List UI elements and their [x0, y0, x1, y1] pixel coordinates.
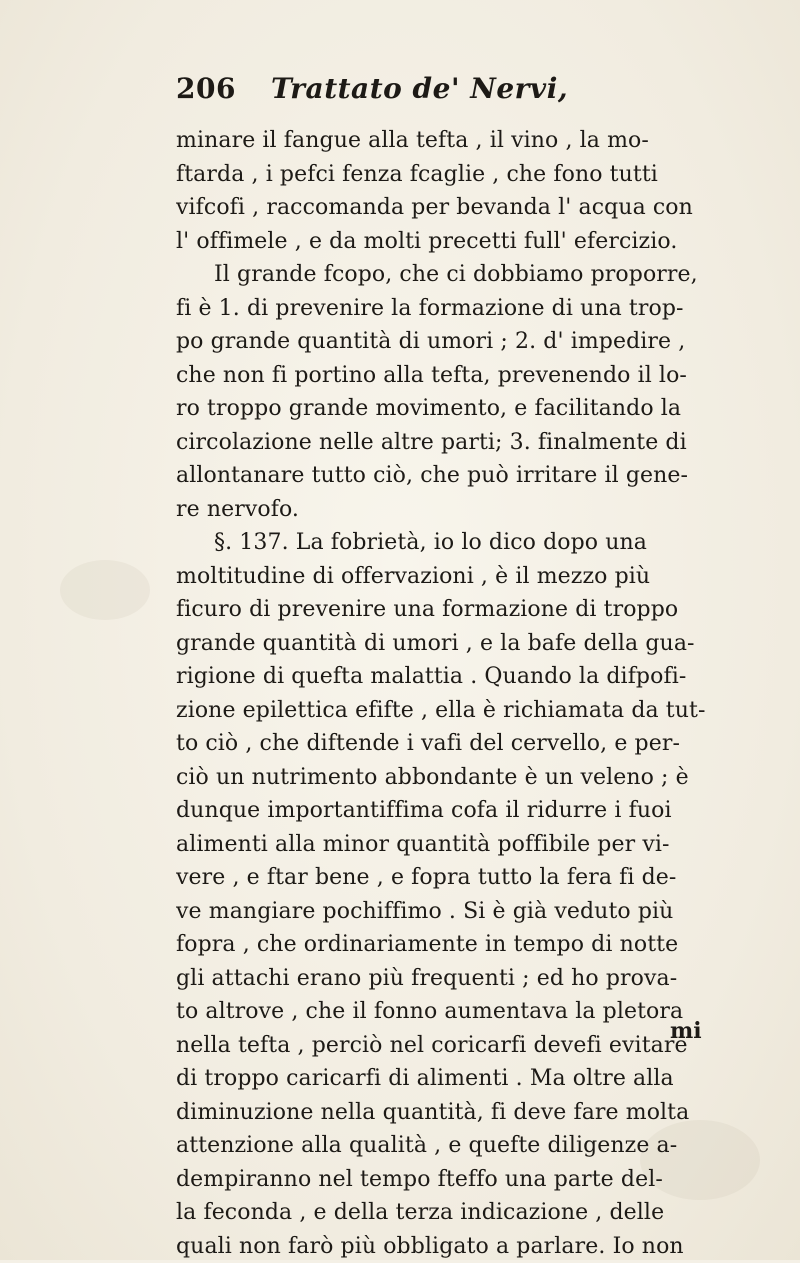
- text-line: dunque importantiffima cofa il ridurre i fuoi: [176, 794, 776, 828]
- text-line: che non fi portino alla tefta, prevenendo il lo-: [176, 359, 776, 393]
- body-text: [176, 124, 776, 1263]
- text-line: fi è 1. di prevenire la formazione di una trop-: [176, 292, 776, 326]
- text-line: alimenti alla minor quantità poffibile per vi-: [176, 828, 776, 862]
- text-line: to ciò , che diftende i vafi del cervello, e per-: [176, 727, 776, 761]
- text-line: §. 137. La fobrietà, io lo dico dopo una: [176, 526, 776, 560]
- text-line: gli attachi erano più frequenti ; ed ho prova-: [176, 962, 776, 996]
- text-line: minare il fangue alla tefta , il vino , la mo-: [176, 124, 776, 158]
- text-line: l' offimele , e da molti precetti full' efercizio.: [176, 225, 776, 259]
- text-line: nella tefta , perciò nel coricarfi devefi evitare: [176, 1029, 776, 1063]
- text-line: re nervofo.: [176, 493, 776, 527]
- text-line: dempiranno nel tempo fteffo una parte del-: [176, 1163, 776, 1197]
- catchword: mi: [670, 1018, 702, 1044]
- text-line: moltitudine di offervazioni , è il mezzo più: [176, 560, 776, 594]
- text-line: ve mangiare pochiffimo . Si è già veduto più: [176, 895, 776, 929]
- paper-stain: [60, 560, 150, 620]
- text-line: po grande quantità di umori ; 2. d' impedire ,: [176, 325, 776, 359]
- text-line: circolazione nelle altre parti; 3. finalmente di: [176, 426, 776, 460]
- text-line: Il grande fcopo, che ci dobbiamo proporre,: [176, 258, 776, 292]
- text-line: to altrove , che il fonno aumentava la pletora: [176, 995, 776, 1029]
- text-line: quali non farò più obbligato a parlare. Io non: [176, 1230, 776, 1263]
- text-line: rigione di quefta malattia . Quando la difpofi-: [176, 660, 776, 694]
- text-line: ftarda , i pefci fenza fcaglie , che fono tutti: [176, 158, 776, 192]
- text-line: zione epilettica efifte , ella è richiamata da tut-: [176, 694, 776, 728]
- text-line: diminuzione nella quantità, fi deve fare molta: [176, 1096, 776, 1130]
- text-line: di troppo caricarfi di alimenti . Ma oltre alla: [176, 1062, 776, 1096]
- text-line: vere , e ftar bene , e fopra tutto la fera fi de-: [176, 861, 776, 895]
- page-header: [176, 72, 646, 112]
- page-number: 206: [176, 72, 236, 105]
- text-line: attenzione alla qualità , e quefte diligenze a-: [176, 1129, 776, 1163]
- text-line: ro troppo grande movimento, e facilitando la: [176, 392, 776, 426]
- text-line: ciò un nutrimento abbondante è un veleno ; è: [176, 761, 776, 795]
- text-line: la feconda , e della terza indicazione , delle: [176, 1196, 776, 1230]
- running-title: Trattato de' Nervi,: [271, 72, 568, 105]
- text-line: vifcofi , raccomanda per bevanda l' acqua con: [176, 191, 776, 225]
- text-line: fopra , che ordinariamente in tempo di notte: [176, 928, 776, 962]
- text-line: allontanare tutto ciò, che può irritare il gene-: [176, 459, 776, 493]
- text-line: ficuro di prevenire una formazione di troppo: [176, 593, 776, 627]
- text-line: grande quantità di umori , e la bafe della gua-: [176, 627, 776, 661]
